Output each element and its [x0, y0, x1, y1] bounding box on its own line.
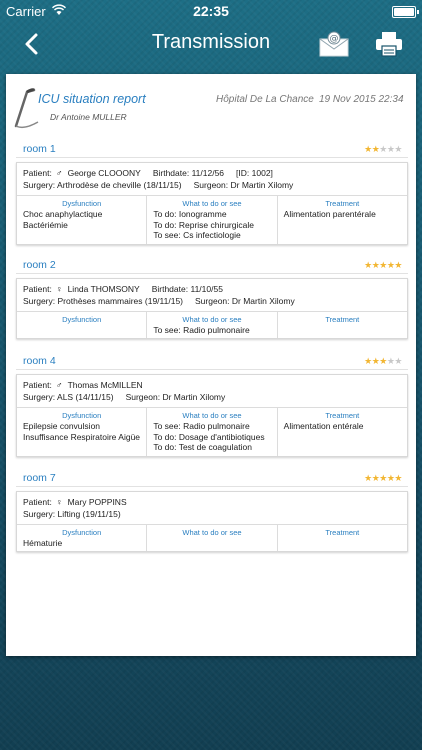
surgery: Lifting (19/11/15) — [57, 508, 121, 519]
patient-name: Mary POPPINS — [67, 497, 127, 507]
rating-stars[interactable] — [364, 473, 402, 484]
room-section — [16, 355, 408, 457]
patient-card[interactable]: Patient: ♂ Thomas McMILLEN Surgery: ALS (14/11/15) Surgeon: Dr Martin Xilomy Dysfunction Epilepsie convulsion Insuffisance Respiratoire Aigüe What to do or see To see: Radio pulmonaire To do: Dosage d'antibiotiques To do: Test de coagulation Treatment Alimentation entérale — [16, 374, 408, 457]
todo-text: To see: Radio pulmonaire — [153, 325, 250, 335]
patient-name: Linda THOMSONY — [67, 284, 140, 294]
female-icon: ♀ — [55, 284, 63, 294]
surgery: ALS (14/11/15) — [57, 391, 114, 402]
star-icon[interactable]: ★ — [386, 473, 395, 483]
room-name: room 2 — [23, 259, 56, 271]
rating-stars[interactable] — [364, 260, 402, 271]
surgeon: Dr Martin Xilomy — [162, 391, 226, 402]
star-icon[interactable]: ★ — [371, 473, 380, 483]
page-title: Transmission — [151, 31, 271, 53]
surgery: Prothèses mammaires (19/11/15) — [57, 295, 184, 306]
room-name: room 4 — [23, 355, 56, 367]
surgeon: Dr Martin Xilomy — [230, 179, 294, 190]
patient-card[interactable]: Patient: ♀ Mary POPPINS Surgery: Lifting (19/11/15) Dysfunction Hématurie What to do or see Treatment — [16, 491, 408, 552]
patient-info: Patient: ♂ George CLOOONY Birthdate: 11/12/56 [ID: 1002] Surgery: Arthrodèse de cheville (18/11/15) Surgeon: Dr Martin Xilomy — [17, 163, 407, 196]
hospital-name: Hôpital De La Chance — [216, 94, 314, 105]
room-section — [16, 259, 408, 339]
star-icon[interactable]: ★ — [371, 356, 380, 366]
report-header — [6, 74, 416, 134]
birthdate: 11/10/55 — [190, 284, 223, 294]
room-name: room 7 — [23, 472, 56, 484]
carrier-label: Carrier — [6, 4, 46, 19]
patient-card[interactable]: Patient: ♂ George CLOOONY Birthdate: 11/12/56 [ID: 1002] Surgery: Arthrodèse de cheville (18/11/15) Surgeon: Dr Martin Xilomy Dysfunction Choc anaphylactique Bactériémie What to do or see To do: Ionogramme To do: Reprise chirurgicale To see: Cs infectiologie Treatment Alimentation parentérale — [16, 162, 408, 245]
female-icon: ♀ — [55, 497, 63, 507]
patient-info: Patient: ♀ Mary POPPINS Surgery: Lifting (19/11/15) — [17, 492, 407, 525]
rating-stars[interactable] — [364, 144, 402, 155]
star-icon[interactable]: ★ — [386, 356, 395, 366]
star-icon[interactable]: ★ — [364, 473, 372, 483]
email-icon[interactable] — [318, 30, 350, 58]
patient-id: [ID: 1002] — [236, 168, 273, 178]
star-icon[interactable]: ★ — [394, 356, 402, 366]
dysfunction-text: Epilepsie convulsion Insuffisance Respiratoire Aigüe — [23, 421, 141, 442]
status-bar — [0, 0, 422, 22]
star-icon[interactable]: ★ — [386, 260, 395, 270]
todo-text: To do: Ionogramme To do: Reprise chirurgicale To see: Cs infectiologie — [153, 209, 254, 240]
star-icon[interactable]: ★ — [386, 144, 395, 154]
star-icon[interactable]: ★ — [371, 260, 380, 270]
star-icon[interactable]: ★ — [379, 260, 387, 270]
surgeon: Dr Martin Xilomy — [231, 295, 295, 306]
clock: 22:35 — [193, 3, 229, 19]
patient-name: George CLOOONY — [67, 168, 141, 178]
rating-stars[interactable] — [364, 356, 402, 367]
star-icon[interactable]: ★ — [379, 356, 387, 366]
star-icon[interactable]: ★ — [364, 260, 372, 270]
report-sheet — [6, 74, 416, 656]
star-icon[interactable]: ★ — [394, 144, 402, 154]
todo-text: To see: Radio pulmonaire To do: Dosage d'antibiotiques To do: Test de coagulation — [153, 421, 265, 452]
treatment-text: Alimentation parentérale — [283, 209, 376, 219]
dysfunction-text: Hématurie — [23, 538, 63, 548]
star-icon[interactable]: ★ — [379, 144, 387, 154]
star-icon[interactable]: ★ — [371, 144, 380, 154]
report-date: 19 Nov 2015 22:34 — [319, 94, 404, 105]
report-title: ICU situation report — [38, 92, 146, 106]
print-icon[interactable] — [374, 30, 404, 58]
dysfunction-text: Choc anaphylactique Bactériémie — [23, 209, 103, 230]
patient-info: Patient: ♀ Linda THOMSONY Birthdate: 11/10/55 Surgery: Prothèses mammaires (19/11/15) Surgeon: Dr Martin Xilomy — [17, 279, 407, 312]
male-icon: ♂ — [55, 380, 63, 390]
star-icon[interactable]: ★ — [394, 260, 402, 270]
surgery: Arthrodèse de cheville (18/11/15) — [57, 179, 182, 190]
star-icon[interactable]: ★ — [364, 144, 372, 154]
patient-card[interactable]: Patient: ♀ Linda THOMSONY Birthdate: 11/10/55 Surgery: Prothèses mammaires (19/11/15) Surgeon: Dr Martin Xilomy Dysfunction What to do or see To see: Radio pulmonaire Treatment — [16, 278, 408, 339]
room-section — [16, 143, 408, 245]
birthdate: 11/12/56 — [191, 168, 225, 178]
star-icon[interactable]: ★ — [364, 356, 372, 366]
star-icon[interactable]: ★ — [394, 473, 402, 483]
nav-bar — [0, 22, 422, 66]
room-section — [16, 472, 408, 552]
room-name: room 1 — [23, 143, 56, 155]
star-icon[interactable]: ★ — [379, 473, 387, 483]
battery-icon — [392, 6, 416, 18]
report-doctor: Dr Antoine MULLER — [50, 112, 127, 122]
patient-name: Thomas McMILLEN — [67, 380, 143, 390]
svg-text:@: @ — [329, 34, 339, 44]
male-icon: ♂ — [55, 168, 63, 178]
treatment-text: Alimentation entérale — [283, 421, 364, 431]
patient-info: Patient: ♂ Thomas McMILLEN Surgery: ALS (14/11/15) Surgeon: Dr Martin Xilomy — [17, 375, 407, 408]
